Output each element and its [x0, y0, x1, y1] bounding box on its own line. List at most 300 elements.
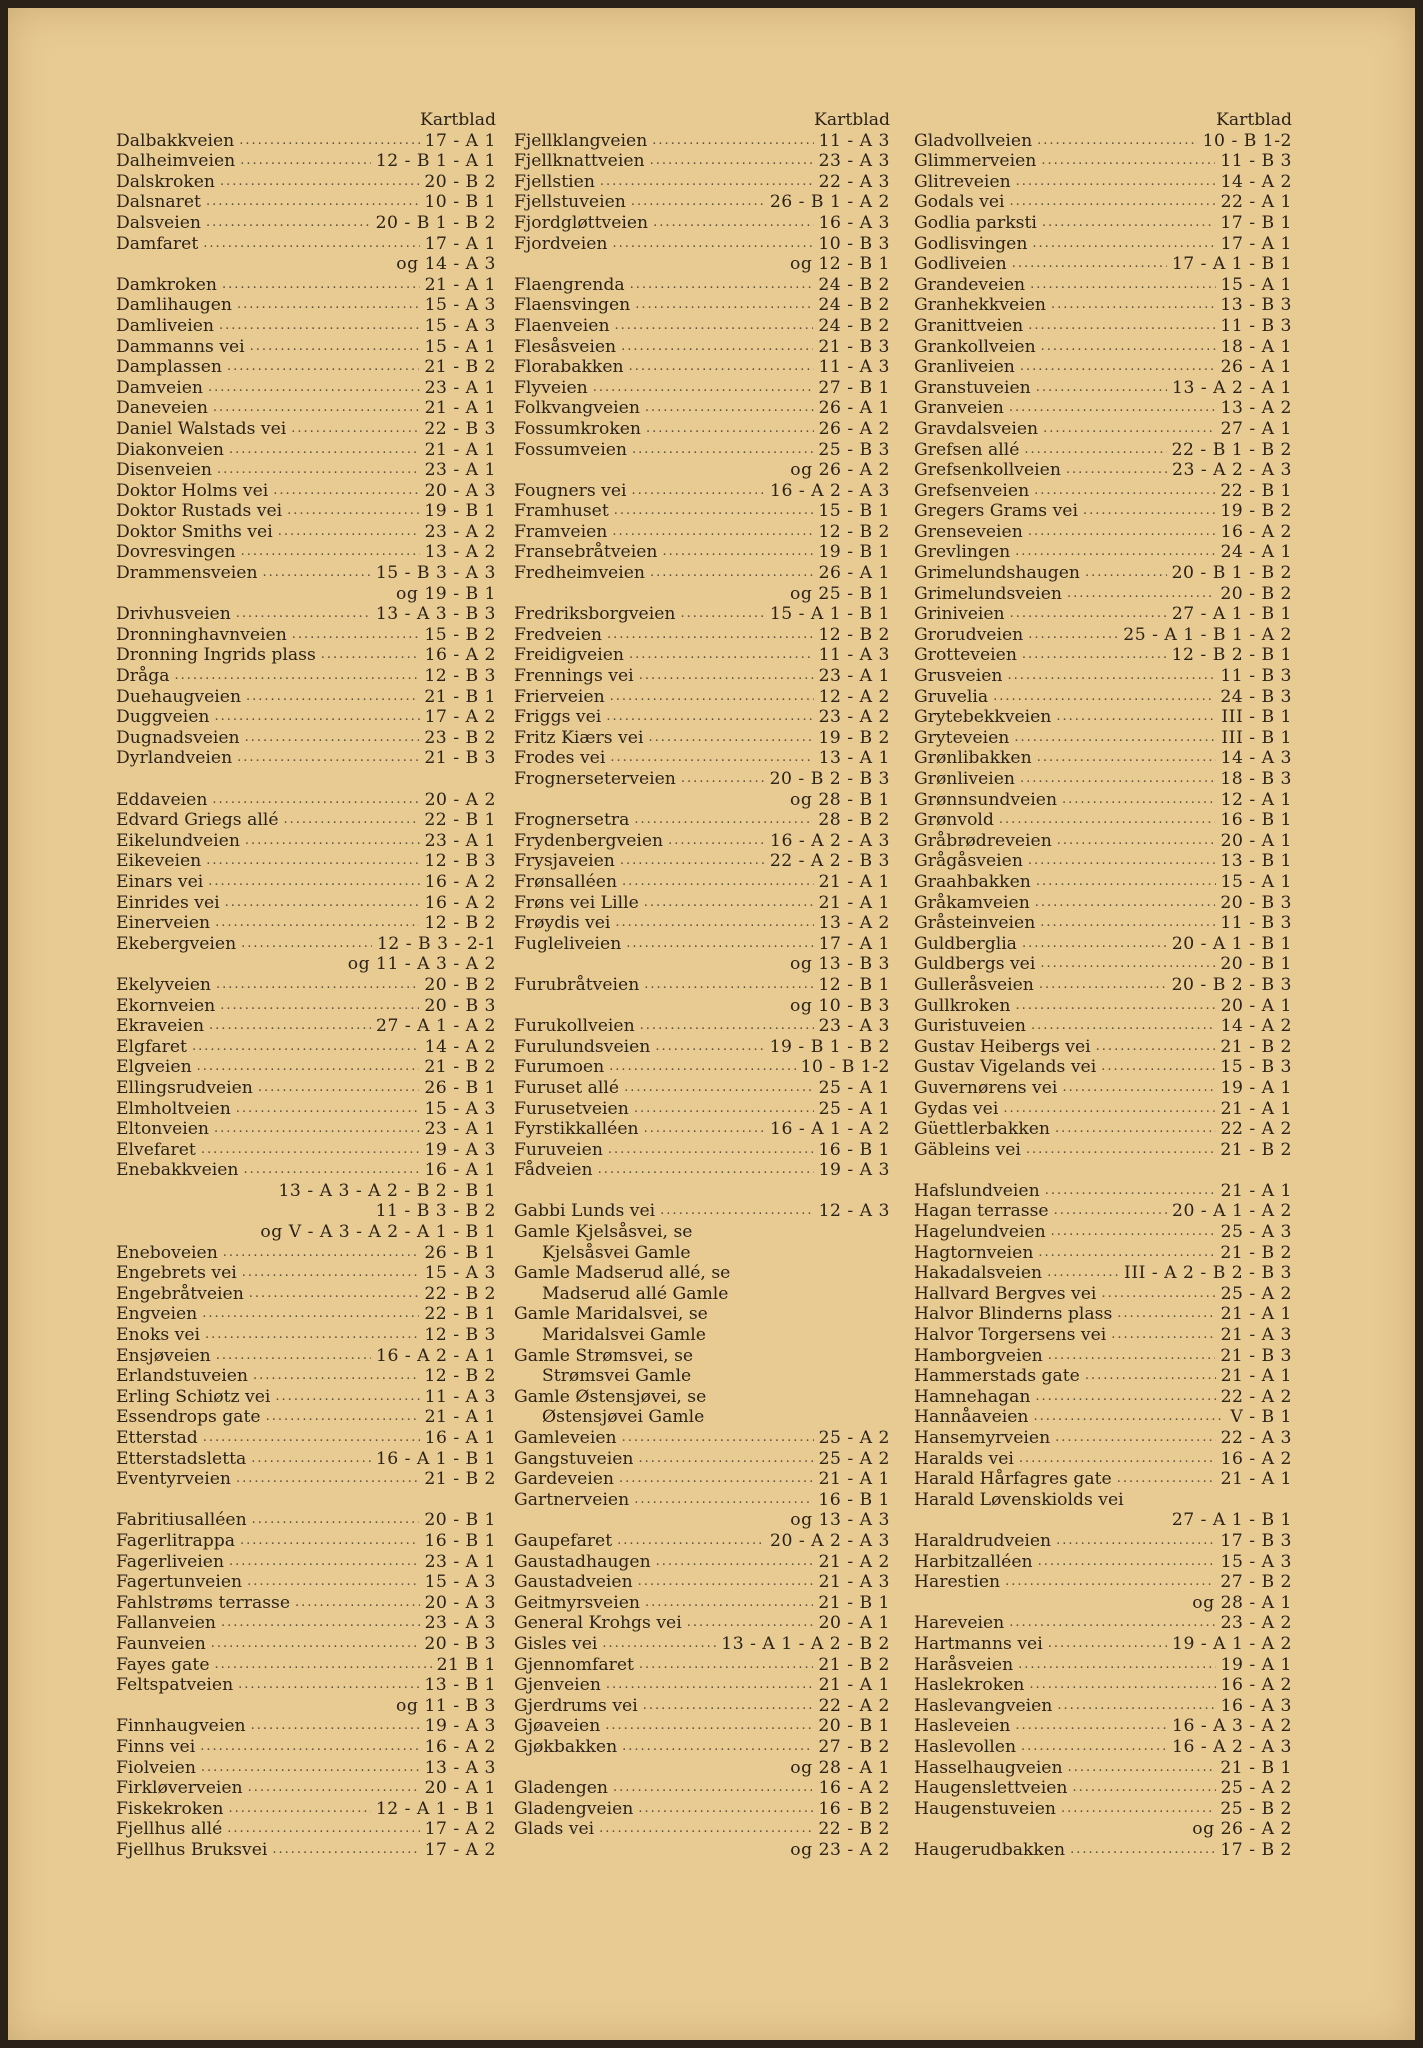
map-reference: 16 - A 2	[818, 1778, 890, 1799]
map-reference: 20 - B 1 - B 2	[1171, 563, 1292, 584]
dot-leader	[1010, 604, 1167, 625]
map-reference: 26 - A 1	[818, 563, 890, 584]
column-header: Kartblad	[814, 110, 890, 130]
street-name: Fredriksborgveien	[514, 604, 676, 625]
map-reference: 16 - A 3	[818, 212, 890, 233]
street-entry	[914, 975, 1292, 996]
map-reference: 26 - B 1	[424, 1077, 496, 1098]
street-entry	[116, 790, 496, 811]
street-entry	[914, 1407, 1292, 1428]
dot-leader	[656, 1552, 814, 1573]
dot-leader	[238, 1675, 419, 1696]
street-entry	[116, 872, 496, 893]
street-entry	[914, 460, 1292, 481]
dot-leader	[999, 810, 1215, 831]
street-entry	[116, 501, 496, 522]
street-name: Haråsveien	[914, 1654, 1014, 1675]
map-reference: 24 - A 1	[1220, 542, 1292, 563]
map-reference: 21 - A 1	[1220, 1180, 1292, 1201]
street-name: Glimmerveien	[914, 151, 1037, 172]
street-name: Furumoen	[514, 1057, 605, 1078]
dot-leader	[1041, 337, 1216, 358]
street-name: Erling Schiøtz vei	[116, 1386, 271, 1407]
dot-leader	[1038, 1243, 1215, 1264]
street-name: Grefsenveien	[914, 480, 1030, 501]
street-entry	[116, 810, 496, 831]
dot-leader	[240, 151, 371, 172]
dot-leader	[1038, 1552, 1216, 1573]
street-name: Grotteveien	[914, 645, 1017, 666]
map-reference: 17 - A 2	[424, 707, 496, 728]
map-reference: 19 - B 2	[818, 727, 890, 748]
map-reference: 15 - B 1	[818, 501, 890, 522]
street-name: Furubråtveien	[514, 974, 640, 995]
street-entry	[116, 1572, 496, 1593]
street-name: Frydenbergveien	[514, 830, 664, 851]
dot-leader	[635, 295, 813, 316]
map-reference: 23 - A 2	[818, 707, 890, 728]
street-name: Ekraveien	[116, 1016, 205, 1037]
street-name: Gaustadveien	[514, 1572, 633, 1593]
map-reference: 22 - B 1	[1220, 480, 1292, 501]
street-entry	[514, 1469, 890, 1490]
map-reference: 21 - A 1	[424, 274, 496, 295]
street-entry	[514, 1490, 890, 1511]
dot-leader	[239, 131, 419, 152]
street-entry	[116, 1469, 496, 1490]
street-name: Fiskekroken	[116, 1798, 224, 1819]
street-entry	[116, 1387, 496, 1408]
dot-leader	[634, 1490, 813, 1511]
street-entry	[914, 790, 1292, 811]
map-reference: 22 - A 1	[1220, 192, 1292, 213]
dot-leader	[1051, 295, 1215, 316]
map-reference: 15 - A 3	[424, 315, 496, 336]
dot-leader	[638, 1799, 813, 1820]
map-reference: 14 - A 2	[1220, 1016, 1292, 1037]
street-entry	[116, 1510, 496, 1531]
dot-leader	[644, 975, 813, 996]
street-entry	[116, 440, 496, 461]
dot-leader	[237, 295, 420, 316]
dot-leader	[227, 1819, 419, 1840]
street-name: Fjellhus allé	[116, 1819, 223, 1840]
dot-leader	[1015, 1716, 1167, 1737]
street-name: Frognerseterveien	[514, 769, 676, 789]
street-name: Gruvelia	[914, 686, 989, 707]
street-name: Eikelundveien	[116, 830, 240, 851]
street-entry	[914, 1778, 1292, 1799]
street-name: Gaupefaret	[514, 1530, 613, 1551]
map-reference: 21 - A 1	[424, 398, 496, 419]
map-reference: 10 - B 1	[424, 192, 496, 213]
dot-leader	[1042, 213, 1215, 234]
street-entry	[914, 172, 1292, 193]
map-reference: 22 - A 2	[1220, 1386, 1292, 1407]
map-reference: 16 - B 1	[1220, 810, 1292, 831]
dot-leader	[1012, 254, 1167, 275]
street-entry	[514, 707, 890, 728]
street-entry	[914, 810, 1292, 831]
dot-leader	[1020, 357, 1216, 378]
map-reference-continued: og 19 - B 1	[396, 583, 496, 604]
dot-leader	[640, 1016, 814, 1037]
map-reference: 19 - B 2	[1220, 501, 1292, 522]
dot-leader	[252, 1510, 420, 1531]
street-name: Fagerlitrappa	[116, 1530, 236, 1551]
street-name: Gråkamveien	[914, 892, 1030, 913]
map-reference: 15 - B 3 - A 3	[375, 563, 496, 584]
map-reference: 12 - A 1	[1220, 789, 1292, 810]
street-entry	[914, 398, 1292, 419]
dot-leader	[1024, 440, 1166, 461]
dot-leader	[602, 1634, 716, 1655]
dot-leader	[214, 707, 419, 728]
dot-leader	[1048, 1634, 1167, 1655]
street-name: Godals vei	[914, 192, 1005, 213]
map-reference: 20 - A 1	[1220, 830, 1292, 851]
map-reference: 16 - A 2 - A 3	[770, 480, 890, 501]
map-reference: 16 - A 2	[424, 871, 496, 892]
street-entry	[514, 913, 890, 934]
street-entry	[514, 1819, 890, 1840]
street-entry	[914, 1840, 1292, 1861]
dot-leader	[292, 625, 420, 646]
map-reference: 20 - B 1	[1220, 954, 1292, 975]
map-reference: 13 - B 1	[424, 1675, 496, 1696]
street-entry	[914, 934, 1292, 955]
street-entry	[914, 1099, 1292, 1120]
street-name: Frennings vei	[514, 666, 634, 687]
street-name: Haslevangveien	[914, 1695, 1053, 1716]
street-name: Framveien	[514, 521, 608, 542]
map-reference: 20 - A 2 - A 3	[770, 1530, 890, 1551]
street-entry	[514, 1634, 890, 1655]
dot-leader	[615, 913, 813, 934]
dot-leader	[993, 687, 1215, 708]
street-name: Harbitzalléen	[914, 1551, 1033, 1572]
map-reference: 27 - B 1	[818, 377, 890, 398]
dot-leader	[229, 1552, 420, 1573]
street-name: Gladengen	[514, 1778, 608, 1799]
map-reference: 21 - A 1	[1220, 1304, 1292, 1325]
dot-leader	[1036, 378, 1167, 399]
dot-leader	[639, 666, 814, 687]
dot-leader	[1037, 131, 1197, 152]
street-name: Fossumkroken	[514, 418, 641, 439]
street-name: Grankollveien	[914, 336, 1036, 357]
street-entry	[116, 707, 496, 728]
map-reference: 12 - B 2	[818, 521, 890, 542]
map-reference: 20 - A 1	[818, 1613, 890, 1634]
street-entry	[116, 1737, 496, 1758]
dot-leader	[1066, 460, 1167, 481]
map-reference: 17 - A 1	[818, 933, 890, 954]
street-entry	[116, 1819, 496, 1840]
map-reference: 15 - A 1 - B 1	[769, 604, 890, 625]
street-name: Eikeveien	[116, 851, 202, 872]
street-name: Grevlingen	[914, 542, 1011, 563]
map-reference: 25 - B 2	[1220, 1798, 1292, 1819]
street-name: Ellingsrudveien	[116, 1077, 253, 1098]
dot-leader	[263, 563, 371, 584]
street-entry	[514, 934, 890, 955]
street-entry	[116, 357, 496, 378]
dot-leader	[1034, 1407, 1226, 1428]
street-entry	[116, 1531, 496, 1552]
dot-leader	[593, 378, 814, 399]
map-reference: 11 - B 3	[1220, 315, 1292, 336]
map-reference: 12 - B 2	[424, 1366, 496, 1387]
dot-leader	[245, 728, 420, 749]
dot-leader	[626, 934, 813, 955]
map-reference: 23 - A 1	[424, 1551, 496, 1572]
street-entry	[914, 1016, 1292, 1037]
dot-leader	[211, 1634, 420, 1655]
map-reference: 20 - B 1	[424, 1510, 496, 1531]
street-entry	[514, 1675, 890, 1696]
street-name: Grimelundshaugen	[914, 563, 1081, 584]
street-name: Fjellhus Bruksvei	[116, 1839, 268, 1860]
map-reference: 20 - A 1	[1220, 995, 1292, 1016]
street-entry	[914, 604, 1292, 625]
cross-reference: Kjelsåsvei Gamle	[542, 1242, 691, 1263]
street-name: Fahlstrøms terrasse	[116, 1592, 291, 1613]
street-name: Einrides vei	[116, 892, 220, 913]
street-name: Grønlibakken	[914, 748, 1032, 769]
dot-leader	[237, 748, 419, 769]
map-reference: 19 - A 1	[1220, 1077, 1292, 1098]
dot-leader	[650, 151, 814, 172]
dot-leader	[600, 172, 814, 193]
map-reference: 17 - A 2	[424, 1839, 496, 1860]
map-reference: 13 - A 2	[1220, 398, 1292, 419]
dot-leader	[216, 975, 419, 996]
dot-leader	[250, 337, 420, 358]
map-reference: 21 - B 3	[818, 336, 890, 357]
street-name: Hamborgveien	[914, 1345, 1043, 1366]
street-entry	[514, 275, 890, 296]
map-reference: 20 - A 1	[424, 1778, 496, 1799]
street-name: Elgveien	[116, 1057, 192, 1078]
dot-leader	[206, 851, 419, 872]
dot-leader	[630, 275, 814, 296]
street-name: Folkvangveien	[514, 398, 640, 419]
map-reference: 21 - B 1	[424, 686, 496, 707]
street-name: Godliveien	[914, 254, 1007, 275]
map-reference: 21 - B 3	[1220, 1345, 1292, 1366]
dot-leader	[215, 1655, 432, 1676]
street-entry	[914, 1675, 1292, 1696]
map-reference: 16 - A 1	[424, 1160, 496, 1181]
map-reference: 23 - A 3	[818, 151, 890, 172]
street-name: Granhekkveien	[914, 295, 1046, 316]
dot-leader	[1030, 275, 1216, 296]
map-reference: 15 - A 3	[424, 1098, 496, 1119]
map-reference: 27 - A 1 - B 1	[1171, 604, 1292, 625]
street-name: Frysjaveien	[514, 851, 615, 872]
dot-leader	[1085, 563, 1167, 584]
dot-leader	[273, 481, 419, 502]
street-entry	[116, 1449, 496, 1470]
street-entry	[116, 151, 496, 172]
dot-leader	[660, 1201, 813, 1222]
street-name: Haslekroken	[914, 1675, 1025, 1696]
dot-leader	[1072, 1778, 1215, 1799]
street-name: Hareveien	[914, 1613, 1005, 1634]
street-entry-text: Gamle Kjelsåsvei, se	[514, 1222, 693, 1243]
dot-leader	[1028, 625, 1118, 646]
street-entry	[914, 1613, 1292, 1634]
street-entry	[514, 131, 890, 152]
dot-leader	[1062, 790, 1216, 811]
dot-leader	[610, 687, 814, 708]
dot-leader	[225, 893, 420, 914]
street-entry	[514, 316, 890, 337]
street-entry	[116, 1016, 496, 1037]
dot-leader	[605, 1716, 813, 1737]
dot-leader	[634, 810, 813, 831]
map-reference: 22 - B 3	[424, 418, 496, 439]
street-name: Gullkroken	[914, 995, 1011, 1016]
map-reference: 15 - A 1	[1220, 871, 1292, 892]
dot-leader	[249, 1284, 420, 1305]
map-reference: 17 - A 1	[424, 130, 496, 151]
street-entry	[914, 1140, 1292, 1161]
street-entry	[514, 1552, 890, 1573]
dot-leader	[219, 316, 420, 337]
street-entry-text: Gamle Madserud allé, se	[514, 1263, 731, 1284]
street-entry	[914, 1716, 1292, 1737]
dot-leader	[227, 357, 419, 378]
dot-leader	[1028, 316, 1215, 337]
dot-leader	[1111, 1325, 1215, 1346]
dot-leader	[1016, 172, 1216, 193]
dot-leader	[662, 542, 813, 563]
dot-leader	[1070, 1840, 1215, 1861]
map-reference: 20 - A 1 - B 1	[1171, 933, 1292, 954]
street-entry	[514, 1778, 890, 1799]
dot-leader	[598, 1160, 814, 1181]
street-name: Framhuset	[514, 501, 609, 522]
street-name: Einars vei	[116, 871, 204, 892]
dot-leader	[1034, 481, 1215, 502]
street-entry	[914, 316, 1292, 337]
street-entry	[116, 542, 496, 563]
dot-leader	[1055, 1428, 1215, 1449]
street-entry	[514, 1099, 890, 1120]
cross-reference: Maridalsvei Gamle	[542, 1325, 706, 1346]
street-entry	[514, 831, 890, 852]
street-entry	[914, 337, 1292, 358]
street-entry	[914, 131, 1292, 152]
street-name: Daniel Walstads vei	[116, 418, 287, 439]
street-name: Gjøkbakken	[514, 1736, 618, 1757]
dot-leader	[223, 1243, 420, 1264]
map-reference: III - B 1	[1221, 707, 1292, 728]
street-name: Fjordgløttveien	[514, 212, 649, 233]
street-entry	[914, 1758, 1292, 1779]
street-entry	[116, 1428, 496, 1449]
map-reference: 16 - B 2	[818, 1798, 890, 1819]
street-entry	[914, 481, 1292, 502]
street-name: Firkløverveien	[116, 1778, 243, 1799]
street-name: Flaengrenda	[514, 274, 625, 295]
street-name: Fiolveien	[116, 1757, 196, 1778]
dot-leader	[192, 1037, 420, 1058]
map-reference: 22 - A 3	[818, 171, 890, 192]
street-name: Gjøaveien	[514, 1716, 601, 1737]
dot-leader	[622, 1737, 813, 1758]
dot-leader	[1041, 151, 1215, 172]
street-name: Dronning Ingrids plass	[116, 645, 316, 666]
street-entry	[914, 1572, 1292, 1593]
map-reference-continued: 27 - A 1 - B 1	[1171, 1510, 1292, 1531]
street-entry	[514, 893, 890, 914]
map-reference: 16 - A 2 - A 3	[1172, 1736, 1292, 1757]
map-reference: 21 - A 1	[818, 1469, 890, 1490]
directory-page	[8, 8, 1415, 2040]
street-entry	[514, 1057, 890, 1078]
street-name: Elmholtveien	[116, 1098, 231, 1119]
dot-leader	[1005, 1572, 1215, 1593]
street-name: Drivhusveien	[116, 604, 231, 625]
street-name: Gäbleins vei	[914, 1139, 1021, 1160]
cross-reference: Østensjøvei Gamle	[542, 1407, 705, 1428]
map-reference: 12 - A 1 - B 1	[375, 1798, 496, 1819]
street-name: Godlisvingen	[914, 233, 1028, 254]
map-reference: 16 - A 2	[1220, 1448, 1292, 1469]
dot-leader	[1043, 419, 1215, 440]
street-entry	[116, 1325, 496, 1346]
street-entry	[514, 1428, 890, 1449]
map-reference: 25 - A 2	[1220, 1283, 1292, 1304]
street-name: Furuset allé	[514, 1077, 620, 1098]
dot-leader	[175, 666, 420, 687]
street-name: Damlihaugen	[116, 295, 232, 316]
street-entry	[914, 1304, 1292, 1325]
street-entry	[914, 542, 1292, 563]
street-entry	[116, 1263, 496, 1284]
map-reference: 24 - B 2	[818, 295, 890, 316]
street-name: Damplassen	[116, 357, 222, 378]
map-reference: 23 - A 1	[424, 460, 496, 481]
street-entry	[514, 1119, 890, 1140]
street-entry	[914, 295, 1292, 316]
street-name: Hakadalsveien	[914, 1263, 1043, 1284]
map-reference: 19 - A 3	[424, 1139, 496, 1160]
dot-leader	[208, 378, 420, 399]
street-entry	[116, 934, 496, 955]
dot-leader	[606, 707, 813, 728]
street-entry	[514, 172, 890, 193]
dot-leader	[1029, 1675, 1215, 1696]
dot-leader	[632, 440, 813, 461]
dot-leader	[1021, 1737, 1167, 1758]
street-name: Engveien	[116, 1304, 198, 1325]
street-name: Hagtornveien	[914, 1242, 1034, 1263]
dot-leader	[1062, 1078, 1215, 1099]
map-reference: 12 - B 3 - 2-1	[376, 933, 496, 954]
map-reference: 25 - A 2	[818, 1428, 890, 1448]
street-entry	[914, 1181, 1292, 1202]
dot-leader	[1032, 234, 1215, 255]
street-name: Grandeveien	[914, 274, 1026, 295]
map-reference: 16 - B 1	[424, 1530, 496, 1551]
map-reference: 27 - A 1	[1220, 418, 1292, 439]
street-entry	[914, 234, 1292, 255]
map-reference: 15 - A 3	[424, 295, 496, 316]
